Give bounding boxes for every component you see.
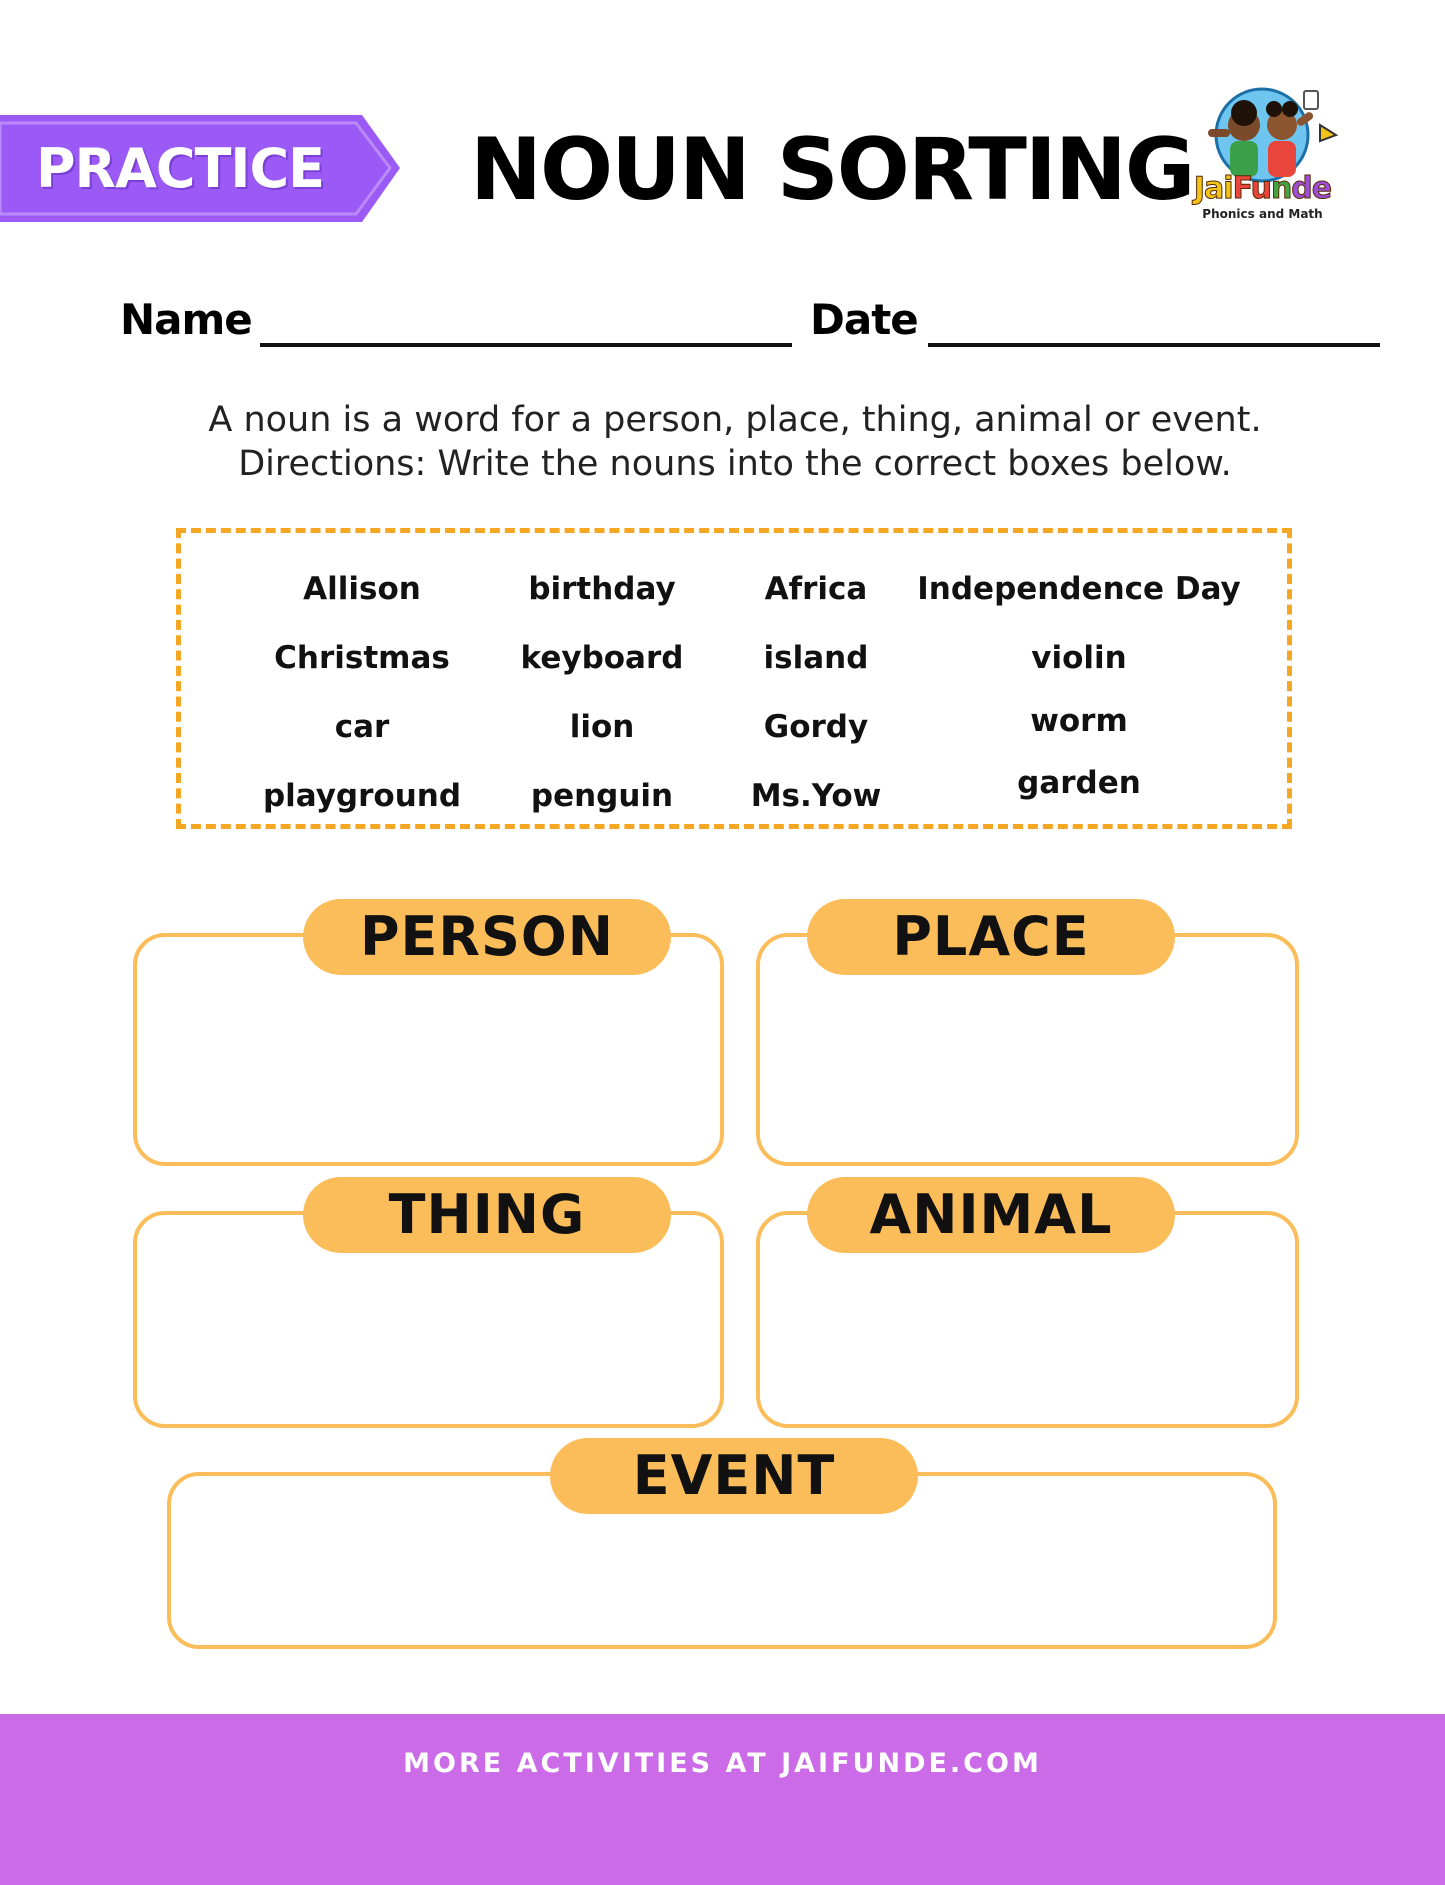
- logo-word-part: de: [1291, 171, 1332, 206]
- footer-link[interactable]: MORE ACTIVITIES AT JAIFUNDE.COM: [403, 1748, 1042, 1779]
- directions-text: Directions: Write the nouns into the correct boxes below.: [238, 444, 1232, 484]
- practice-badge: [0, 115, 400, 222]
- practice-label: PRACTICE: [35, 137, 325, 200]
- word-bank-word: Christmas: [274, 640, 450, 676]
- footer: [0, 1714, 1445, 1885]
- word-bank-word: island: [763, 640, 869, 676]
- word-bank-word: violin: [1031, 640, 1127, 676]
- date-field-line[interactable]: [928, 343, 1380, 347]
- logo-word-part: Jai: [1193, 171, 1233, 206]
- name-field-line[interactable]: [260, 343, 792, 347]
- word-bank-word: penguin: [530, 778, 674, 814]
- jaifunde-logo: [1180, 85, 1345, 230]
- logo-word-part: Fu: [1232, 171, 1271, 206]
- date-label: Date: [810, 295, 918, 344]
- word-bank-word: garden: [1017, 765, 1141, 801]
- word-bank-word: birthday: [528, 571, 676, 607]
- place-heading: PLACE: [807, 899, 1175, 975]
- word-bank-word: Africa: [764, 571, 868, 607]
- kids-illustration-icon: [1180, 85, 1345, 185]
- word-bank-word: Allison: [303, 571, 421, 607]
- event-heading: EVENT: [550, 1438, 918, 1514]
- instructions: [120, 398, 1350, 486]
- name-label: Name: [120, 295, 252, 344]
- page-title: NOUN SORTING: [470, 120, 1194, 220]
- animal-heading: ANIMAL: [807, 1177, 1175, 1253]
- word-bank-word: worm: [1030, 703, 1128, 739]
- person-heading: PERSON: [303, 899, 671, 975]
- thing-heading: THING: [303, 1177, 671, 1253]
- logo-wordmark: [1180, 173, 1345, 205]
- word-bank-word: Ms.Yow: [750, 778, 882, 814]
- logo-word-part: n: [1270, 171, 1292, 206]
- logo-tagline: Phonics and Math: [1202, 207, 1323, 221]
- word-bank-word: Gordy: [763, 709, 869, 745]
- word-bank-word: car: [334, 709, 390, 745]
- definition-text: A noun is a word for a person, place, thing, animal or event.: [208, 400, 1262, 440]
- word-bank: [176, 528, 1292, 829]
- word-bank-word: lion: [569, 709, 635, 745]
- word-bank-word: Independence Day: [917, 571, 1241, 607]
- word-bank-word: keyboard: [520, 640, 684, 676]
- word-bank-word: playground: [262, 778, 462, 814]
